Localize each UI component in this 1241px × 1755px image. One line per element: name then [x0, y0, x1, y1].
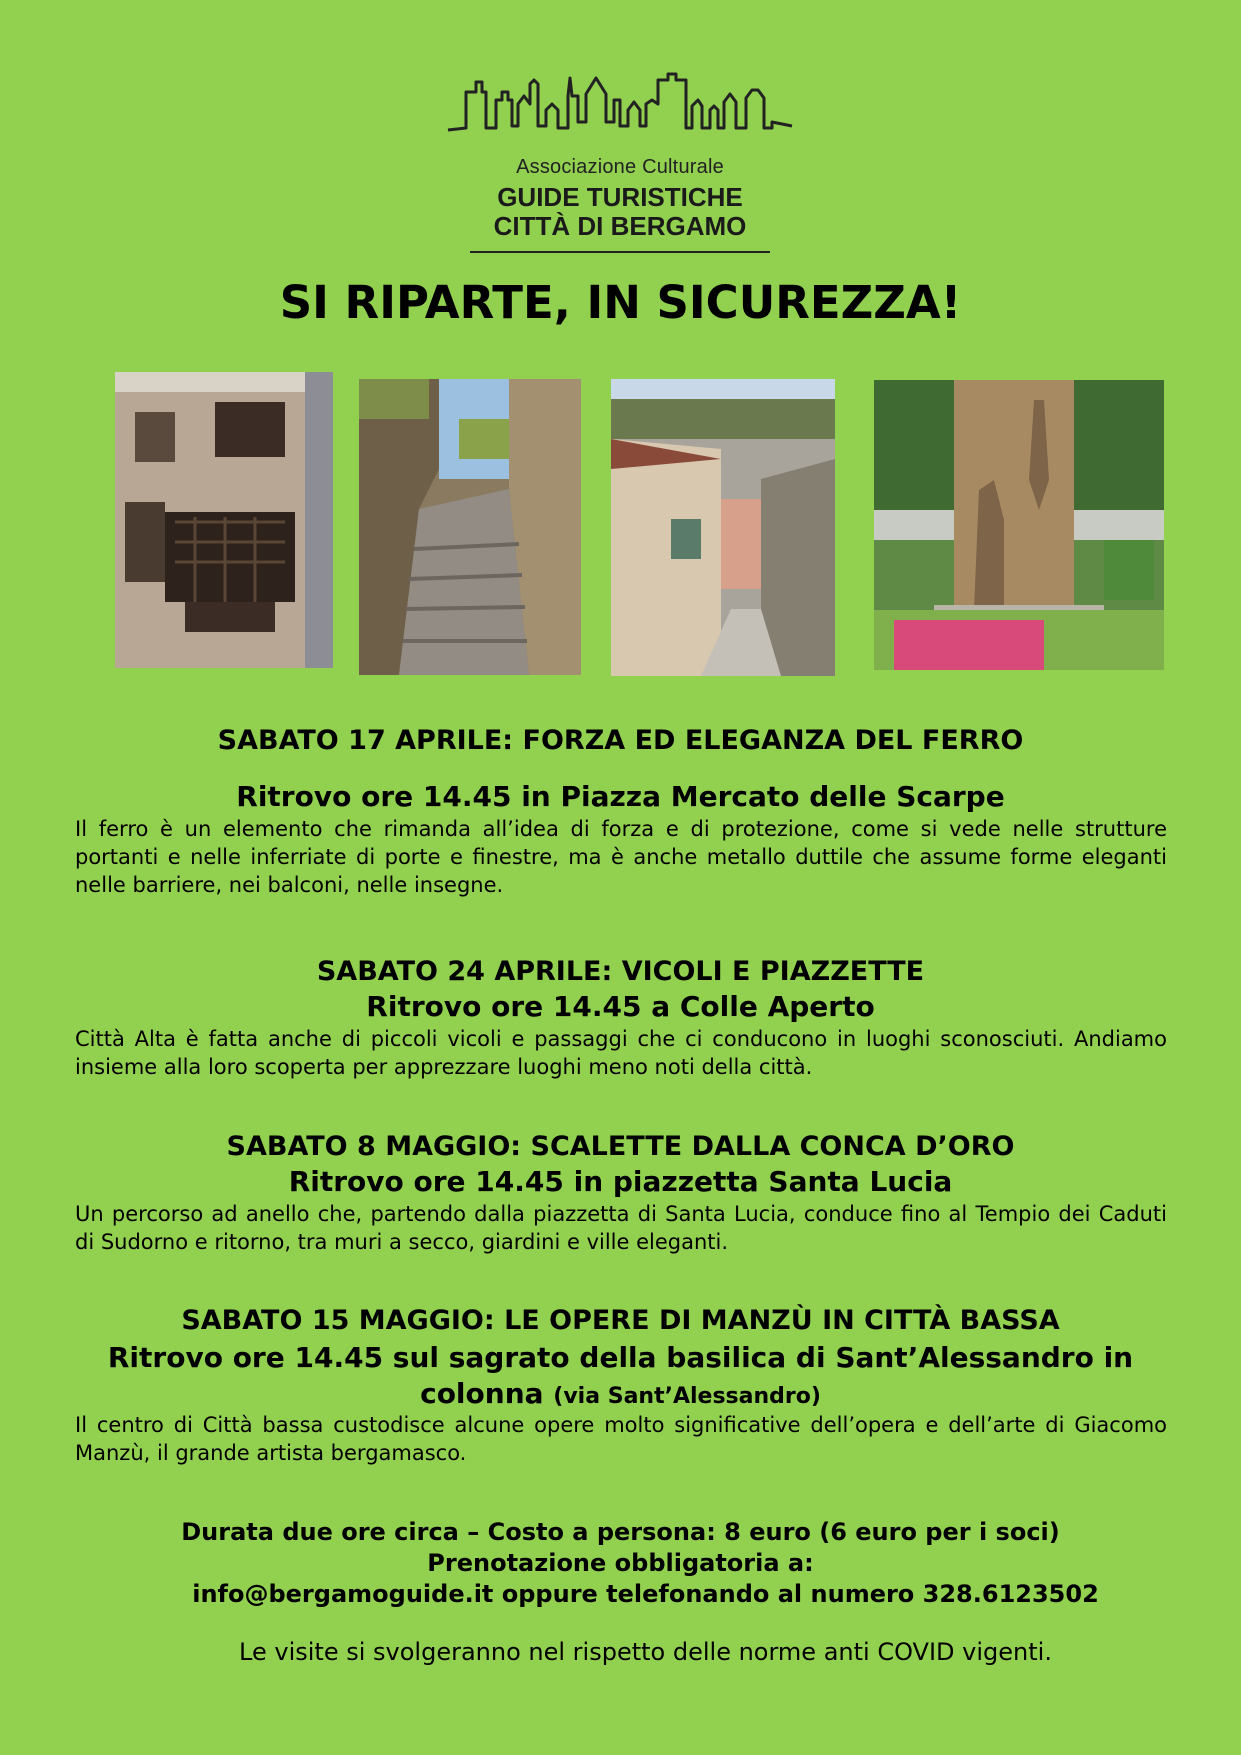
event-4-meeting-note: (via Sant’Alessandro)	[553, 1384, 821, 1409]
covid-notice: Le visite si svolgeranno nel rispetto delle norme anti COVID vigenti.	[239, 1638, 1052, 1666]
photo-vicolo-houses	[611, 379, 835, 676]
event-4-meeting-text: Ritrovo ore 14.45 sul sagrato della basilica di Sant’Alessandro in colonna	[107, 1341, 1134, 1410]
event-3-meeting-point: Ritrovo ore 14.45 in piazzetta Santa Lucia	[288, 1165, 953, 1198]
event-2-title: SABATO 24 APRILE: VICOLI E PIAZZETTE	[316, 956, 925, 987]
event-4-meeting-point	[80, 1340, 1161, 1415]
event-3-description: Un percorso ad anello che, partendo dalla piazzetta di Santa Lucia, conduce fino al Tempio dei Caduti di Sudorno e ritorno, tra muri a secco, giardini e ville eleganti.	[75, 1202, 1167, 1254]
logo-subtitle: Associazione Culturale	[516, 156, 724, 178]
pricing-info: Durata due ore circa – Costo a persona: 8 euro (6 euro per i soci)	[181, 1518, 1060, 1546]
photo-stone-alley-steps	[359, 379, 581, 675]
photo-manzu-monument	[874, 380, 1164, 670]
event-4-description: Il centro di Città bassa custodisce alcune opere molto significative dell’opera e dell’arte di Giacomo Manzù, il grande artista bergamasco.	[75, 1413, 1167, 1465]
booking-info: Prenotazione obbligatoria a:	[427, 1549, 814, 1577]
event-1-meeting-point: Ritrovo ore 14.45 in Piazza Mercato delle Scarpe	[236, 780, 1005, 813]
city-skyline-icon	[446, 70, 794, 148]
event-2-meeting-point: Ritrovo ore 14.45 a Colle Aperto	[366, 990, 875, 1023]
association-logo	[446, 70, 794, 253]
event-1-description: Il ferro è un elemento che rimanda all’idea di forza e di protezione, come si vede nelle strutture portanti e nelle inferriate di porte e finestre, ma è anche metallo duttile che assume forme eleganti nelle barriere, nei balconi, nelle insegne.	[75, 817, 1167, 897]
event-1-title: SABATO 17 APRILE: FORZA ED ELEGANZA DEL FERRO	[217, 725, 1024, 756]
event-2-description: Città Alta è fatta anche di piccoli vicoli e passaggi che ci conducono in luoghi sconosciuti. Andiamo insieme alla loro scoperta per apprezzare luoghi meno noti della città.	[75, 1027, 1167, 1079]
photo-iron-balconies	[115, 372, 333, 668]
event-3-title: SABATO 8 MAGGIO: SCALETTE DALLA CONCA D’ORO	[226, 1131, 1015, 1162]
logo-name-line2: CITTÀ DI BERGAMO	[493, 211, 747, 241]
page-title: SI RIPARTE, IN SICUREZZA!	[279, 276, 962, 329]
logo-divider	[470, 251, 770, 253]
logo-name-line1: GUIDE TURISTICHE	[497, 182, 743, 212]
event-4-title: SABATO 15 MAGGIO: LE OPERE DI MANZÙ IN CITTÀ BASSA	[181, 1305, 1060, 1336]
contact-info: info@bergamoguide.it oppure telefonando al numero 328.6123502	[192, 1580, 1099, 1608]
